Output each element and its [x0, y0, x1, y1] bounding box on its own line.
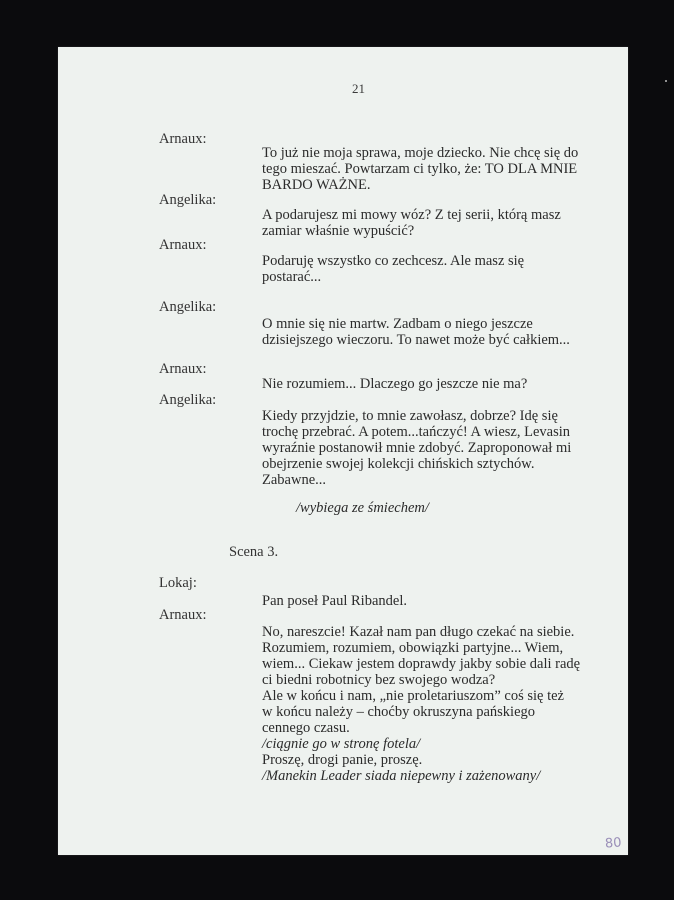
stage-direction: /ciągnie go w stronę fotela/ — [262, 736, 421, 752]
dialogue-line: obejrzenie swojej kolekcji chińskich sztychów. — [262, 456, 535, 472]
dialogue-line: dzisiejszego wieczoru. To nawet może być całkiem... — [262, 332, 570, 348]
dialogue-line: Zabawne... — [262, 472, 327, 488]
dialogue-block — [262, 253, 582, 285]
dialogue-block — [262, 376, 582, 392]
dialogue-line: BARDO WAŻNE. — [262, 177, 371, 193]
speaker-lokaj: Lokaj: — [159, 575, 197, 591]
dialogue-line: cennego czasu. — [262, 720, 350, 736]
dialogue-line: Pan poseł Paul Ribandel. — [262, 593, 407, 609]
speaker-angelika: Angelika: — [159, 192, 217, 208]
dialogue-block — [262, 316, 582, 348]
dialogue-line: O mnie się nie martw. Zadbam o niego jeszcze — [262, 316, 533, 332]
dialogue-block — [262, 408, 582, 488]
speaker-arnaux: Arnaux: — [159, 131, 207, 147]
speck — [665, 80, 667, 82]
dialogue-line: trochę przebrać. A potem...tańczyć! A wiesz, Levasin — [262, 424, 571, 440]
dialogue-line: To już nie moja sprawa, moje dziecko. Nie chcę się do — [262, 145, 579, 161]
dialogue-line: wiem... Ciekaw jestem doprawdy jakby sobie dali radę — [262, 656, 581, 672]
dialogue-block — [262, 624, 592, 784]
script-page — [58, 47, 628, 855]
speaker-angelika: Angelika: — [159, 299, 217, 315]
speaker-arnaux: Arnaux: — [159, 237, 207, 253]
speaker-angelika: Angelika: — [159, 392, 217, 408]
scene-heading: Scena 3. — [229, 544, 279, 560]
dialogue-line: postarać... — [262, 269, 322, 285]
dialogue-line: Proszę, drogi panie, proszę. — [262, 752, 423, 768]
dialogue-block — [262, 207, 582, 239]
stage-direction: /wybiega ze śmiechem/ — [296, 500, 429, 516]
handwritten-page-note: 80 — [604, 835, 623, 852]
dialogue-line: wyraźnie postanowił mnie zdobyć. Zaproponował mi — [262, 440, 572, 456]
dialogue-line: A podarujesz mi mowy wóz? Z tej serii, którą masz — [262, 207, 561, 223]
dialogue-line: tego mieszać. Powtarzam ci tylko, że: TO DLA MNIE — [262, 161, 578, 177]
dialogue-line: Podaruję wszystko co zechcesz. Ale masz się — [262, 253, 525, 269]
dialogue-block — [262, 593, 582, 609]
stage-direction: /Manekin Leader siada niepewny i zażenowany/ — [262, 768, 541, 784]
dialogue-line: Nie rozumiem... Dlaczego go jeszcze nie ma? — [262, 376, 528, 392]
dialogue-line: zamiar właśnie wypuścić? — [262, 223, 415, 239]
dialogue-line: Kiedy przyjdzie, to mnie zawołasz, dobrze? Idę się — [262, 408, 558, 424]
speaker-arnaux: Arnaux: — [159, 607, 207, 623]
dialogue-line: ci biedni robotnicy bez swojego wodza? — [262, 672, 496, 688]
speaker-arnaux: Arnaux: — [159, 361, 207, 377]
dialogue-line: No, nareszcie! Kazał nam pan długo czekać na siebie. — [262, 624, 575, 640]
dialogue-line: Rozumiem, rozumiem, obowiązki partyjne... Wiem, — [262, 640, 564, 656]
page-number: 21 — [352, 81, 365, 96]
dialogue-block — [262, 145, 582, 193]
dialogue-line: Ale w końcu i nam, „nie proletariuszom” coś się też — [262, 688, 564, 704]
dialogue-line: w końcu należy – choćby okruszyna pańskiego — [262, 704, 536, 720]
